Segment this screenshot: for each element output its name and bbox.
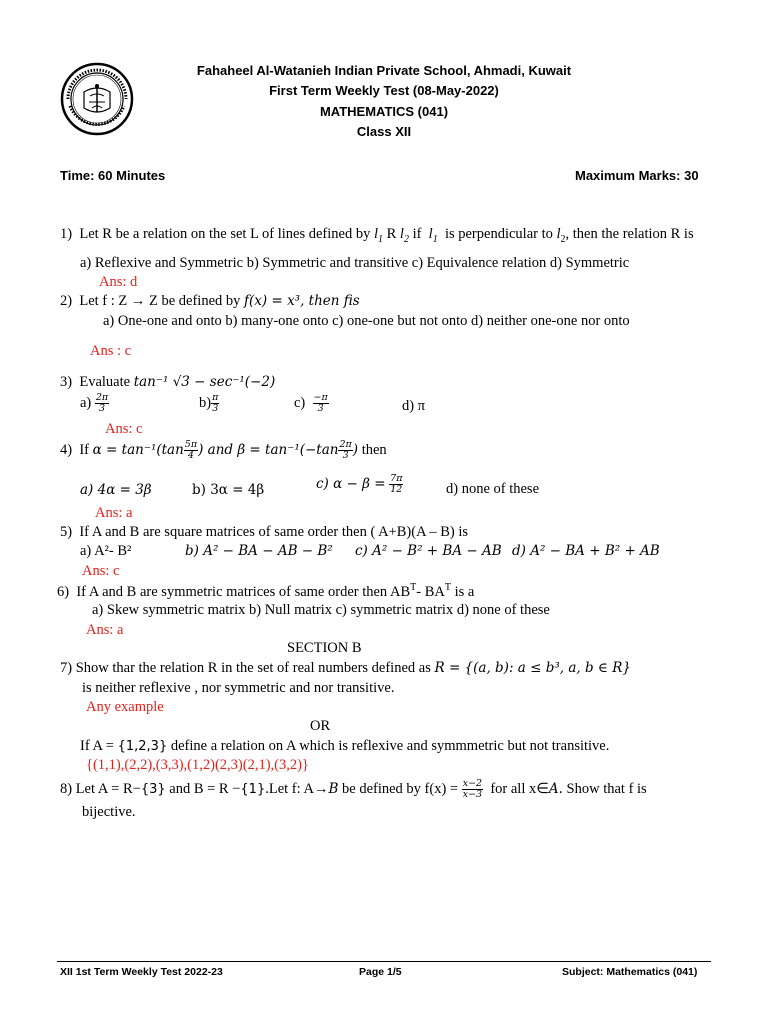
question-7: 7) Show thar the relation R in the set of real numbers defined as R = {(a, b): a ≤ b³, a, b ∈ R} <box>60 660 631 676</box>
marks-label: Maximum Marks: 30 <box>575 168 699 183</box>
question-5-option-a: a) A²- B² <box>80 543 132 559</box>
question-6-options: a) Skew symmetric matrix b) Null matrix c) symmetric matrix d) none of these <box>92 602 550 618</box>
footer-divider <box>57 961 711 962</box>
question-8-line2: bijective. <box>82 804 136 820</box>
answer-3: Ans: c <box>105 421 143 437</box>
question-7-alternative: If A = {1,2,3} define a relation on A which is reflexive and symmmetric but not transitive. <box>80 738 610 754</box>
question-3: 3) Evaluate tan⁻¹ √3 − sec⁻¹(−2) <box>60 374 276 390</box>
question-4-option-b: b) 3α = 4β <box>192 482 265 498</box>
answer-6: Ans: a <box>86 622 124 638</box>
question-5-option-c: c) A² − B² + BA − AB <box>355 543 502 559</box>
question-4-option-a: a) 4α = 3β <box>80 482 152 498</box>
question-4-option-d: d) none of these <box>446 481 540 497</box>
question-3-option-d: d) π <box>402 398 426 414</box>
school-name: Fahaheel Al-Watanieh Indian Private School, Ahmadi, Kuwait <box>196 63 572 78</box>
footer-right: Subject: Mathematics (041) <box>562 966 698 978</box>
answer-7-alternative: {(1,1),(2,2),(3,3),(1,2)(2,3)(2,1),(3,2)} <box>86 757 309 773</box>
question-4: 4) If α = tan⁻¹(tan $\frac{5\pi}{4}$ ) and β = tan⁻¹(−tan $\frac{2\pi}{3}$ ) then <box>60 439 387 461</box>
question-7-line2: is neither reflexive , nor symmetric and nor transitive. <box>82 680 395 696</box>
question-5-option-b: b) A² − BA − AB − B² <box>185 543 333 559</box>
question-5-option-d: d) A² − BA + B² + AB <box>512 543 660 559</box>
page-number: Page 1/5 <box>359 966 402 978</box>
section-b-heading: SECTION B <box>287 640 362 656</box>
question-8: 8) Let A = R−{3} and B = R −{1}.Let f: A→B be defined by f(x) = $\frac{x-2}{x-3}$ for all x∈A. Show that f is <box>60 778 647 800</box>
class-title: Class XII <box>356 124 412 139</box>
question-3-option-c: c) $\frac{-\pi}{3}$ <box>294 392 328 414</box>
question-6: 6) If A and B are symmetric matrices of same order then $AB^T-$ $BA^T$ is a <box>57 582 475 600</box>
answer-4: Ans: a <box>95 505 133 521</box>
or-label: OR <box>310 718 331 734</box>
question-1-options: a) Reflexive and Symmetric b) Symmetric and transitive c) Equivalence relation d) Symmetric <box>80 255 630 271</box>
time-label: Time: 60 Minutes <box>60 168 166 183</box>
question-2-options: a) One-one and onto b) many-one onto c) one-one but not onto d) neither one-one nor onto <box>103 313 630 329</box>
subject-title: MATHEMATICS (041) <box>319 104 449 119</box>
question-4-option-c: c) α − β = $\frac{7\pi}{12}$ <box>316 473 403 495</box>
footer-left: XII 1st Term Weekly Test 2022-23 <box>60 966 223 978</box>
question-2: 2) Let f : Z → Z be defined by f(x) = x³, then fis <box>60 293 360 309</box>
test-title: First Term Weekly Test (08-May-2022) <box>269 83 499 98</box>
question-3-option-b: b) $\frac{\pi}{3}$ <box>199 392 219 414</box>
answer-5: Ans: c <box>82 563 120 579</box>
question-5: 5) If A and B are square matrices of same order then ( A+B)(A – B) is <box>60 524 469 540</box>
question-3-option-a: a) $\frac{2\pi}{3}$ <box>80 392 109 414</box>
answer-2: Ans : c <box>90 343 132 359</box>
question-1: 1) Let R be a relation on the set L of lines defined by $l_1$ R $l_2$ if $l_1$ is perpendicular to $l_2$, then the relation R is <box>60 226 694 245</box>
answer-7: Any example <box>86 699 164 715</box>
answer-1: Ans: d <box>99 274 138 290</box>
